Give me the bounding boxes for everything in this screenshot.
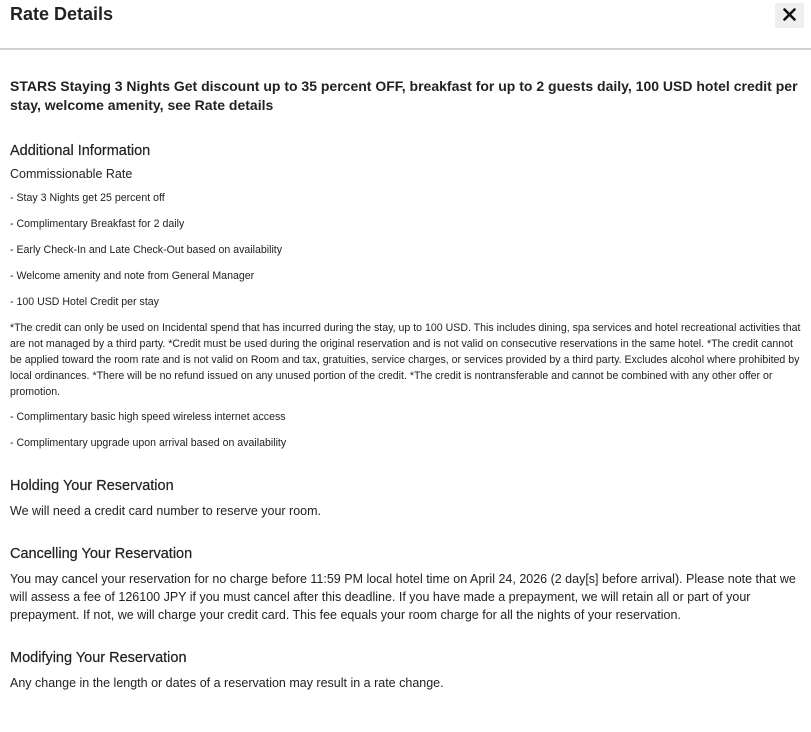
modifying-reservation-heading: Modifying Your Reservation [10,650,187,666]
modal-header [0,0,811,50]
list-item: - Complimentary Breakfast for 2 daily [10,218,185,230]
rate-extras-list [10,411,801,450]
commissionable-rate-label: Commissionable Rate [10,167,133,181]
credit-terms-note: *The credit can only be used on Incidental spend that has incurred during the stay, up to 100 USD. This includes dining, spa services and hotel recreational activities that are not managed by a third party. *Credit must be used during the original reservation and is not valid on consecutive reservations in the same hotel. *The credit cannot be applied toward the room rate and is not valid on Room and tax, gratuities, service charges, or services provided by a third party. Excludes alcohol where prohibited by local ordinances. *There will be no refund issued on any unused portion of the credit. *The credit is nontransferable and cannot be combined with any other offer or promotion. [10,322,801,398]
rate-headline: STARS Staying 3 Nights Get discount up to 35 percent OFF, breakfast for up to 2 guests daily, 100 USD hotel credit per stay, welcome amenity, see Rate details [10,78,798,113]
close-icon [783,8,796,24]
modal-body [0,50,811,692]
cancelling-reservation-heading: Cancelling Your Reservation [10,546,193,562]
additional-information-heading: Additional Information [10,143,151,159]
list-item: - 100 USD Hotel Credit per stay [10,296,159,308]
list-item: - Complimentary basic high speed wireless internet access [10,411,286,423]
list-item: - Early Check-In and Late Check-Out based on availability [10,244,283,256]
list-item: - Complimentary upgrade upon arrival based on availability [10,437,287,449]
cancellation-policy-text: You may cancel your reservation for no charge before 11:59 PM local hotel time on April 24, 2026 (2 day[s] before arrival). Please note that we will assess a fee of 126100 JPY if you must cancel after this deadline. If you have made a prepayment, we will retain all or part of your prepayment. If not, we will charge your credit card. This fee equals your room charge for all the nights of your reservation. [10,572,796,622]
list-item: - Welcome amenity and note from General Manager [10,270,255,282]
close-button[interactable] [775,3,804,28]
modification-policy-text: Any change in the length or dates of a reservation may result in a rate change. [10,676,444,690]
rate-benefits-list [10,192,801,309]
modal-title: Rate Details [10,4,114,24]
holding-reservation-heading: Holding Your Reservation [10,478,174,494]
list-item: - Stay 3 Nights get 25 percent off [10,192,165,204]
holding-reservation-text: We will need a credit card number to reserve your room. [10,504,322,518]
